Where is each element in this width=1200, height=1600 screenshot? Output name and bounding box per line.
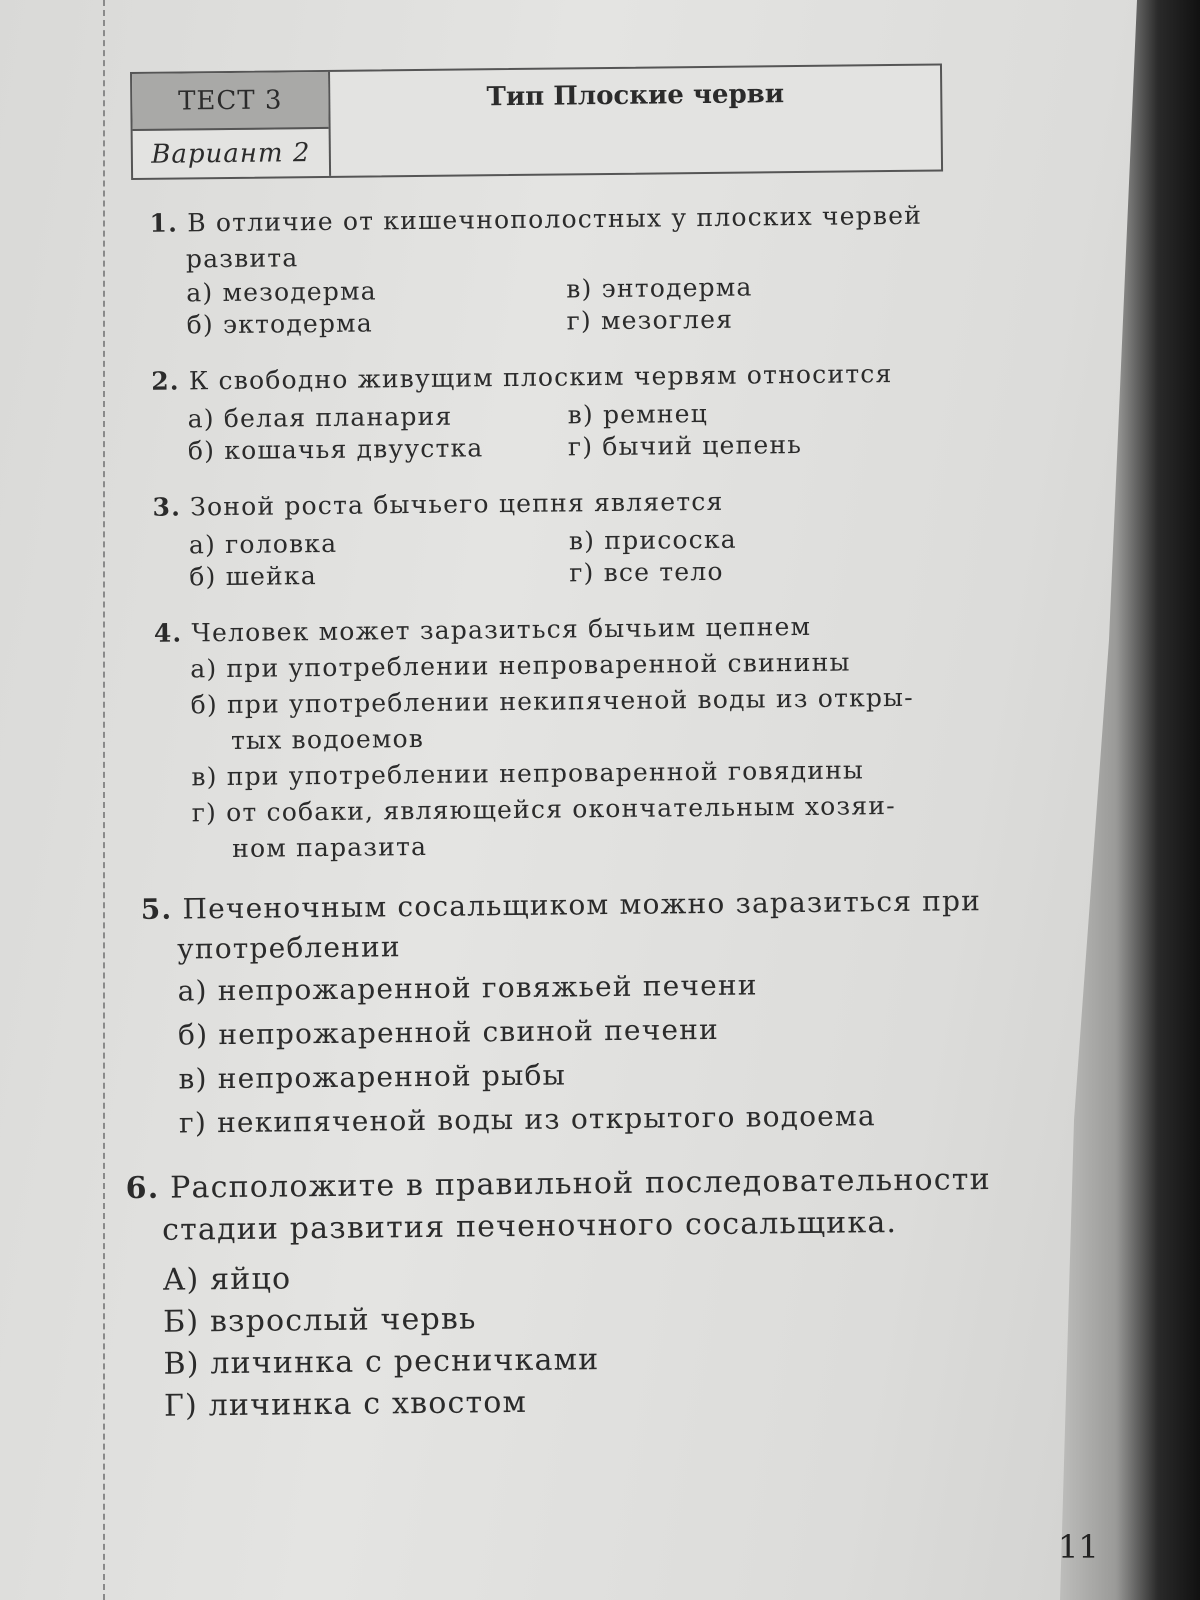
option-a: а) мезодерма (186, 276, 377, 308)
option-g: г) все тело (569, 556, 724, 588)
topic-title: Тип Плоские черви (486, 79, 785, 113)
question-number: 4. (153, 618, 183, 648)
option-b: б) при употреблении некипяченой воды из откры- (190, 682, 914, 720)
option-v: В) личинка с ресничками (163, 1342, 600, 1382)
question-number: 5. (140, 892, 173, 926)
option-v: в) непрожаренной рыбы (178, 1058, 567, 1096)
test-number: ТЕСТ 3 (132, 72, 329, 131)
option-v: в) присоска (568, 524, 737, 556)
question-number: 3. (152, 492, 182, 522)
variant-label: Вариант 2 (151, 137, 311, 170)
option-v: в) при употреблении непроваренной говядины (191, 755, 865, 792)
option-a: а) белая планария (187, 401, 453, 434)
option-v: в) ремнец (567, 398, 709, 430)
option-g: г) некипяченой воды из открытого водоема (178, 1099, 877, 1140)
option-a: А) яйцо (162, 1261, 292, 1298)
option-g: г) бычий цепень (567, 429, 803, 462)
option-b: б) шейка (189, 561, 318, 592)
option-g-cont: ном паразита (231, 831, 428, 863)
question-4 (136, 606, 1069, 868)
question-text-cont: стадии развития печеночного сосальщика. (161, 1205, 898, 1248)
question-text-cont: развита (185, 243, 299, 274)
test-header (130, 63, 943, 179)
option-b-cont: тых водоемов (230, 723, 425, 755)
option-v: в) энтодерма (566, 272, 753, 304)
test-content (125, 62, 1074, 1428)
cut-line (103, 0, 105, 1600)
option-b: б) непрожаренной свиной печени (177, 1012, 720, 1052)
question-number: 1. (149, 208, 179, 238)
option-b: б) кошачья двуустка (187, 433, 484, 466)
question-text: Зоной роста бычьего цепня является (190, 486, 724, 522)
question-1 (131, 196, 1062, 342)
question-text: В отличие от кишечнополостных у плоских червей (187, 200, 923, 238)
question-text: Человек может заразиться бычьим цепнем (191, 611, 812, 648)
question-number: 2. (151, 366, 180, 396)
question-6 (107, 1158, 1074, 1428)
question-5 (123, 880, 1072, 1146)
option-g: г) от собаки, являющейся окончательным хозяи- (191, 791, 896, 828)
option-b: Б) взрослый червь (162, 1301, 477, 1340)
option-a: а) при употреблении непроваренной свинины (190, 647, 851, 684)
question-3 (134, 480, 1065, 594)
question-text-cont: употреблении (177, 930, 401, 966)
question-number: 6. (125, 1170, 160, 1207)
question-2 (133, 354, 1064, 468)
option-g: Г) личинка с хвостом (163, 1384, 528, 1424)
option-a: а) непрожаренной говяжьей печени (177, 968, 758, 1008)
page-number: 11 (1058, 1528, 1099, 1566)
option-a: а) головка (188, 528, 338, 560)
question-text: К свободно живущим плоским червям относится (188, 359, 893, 396)
option-g: г) мезоглея (566, 304, 734, 336)
question-text: Расположите в правильной последовательности (169, 1162, 991, 1206)
option-b: б) эктодерма (186, 308, 373, 340)
question-text: Печеночным сосальщиком можно заразиться при (182, 884, 982, 926)
